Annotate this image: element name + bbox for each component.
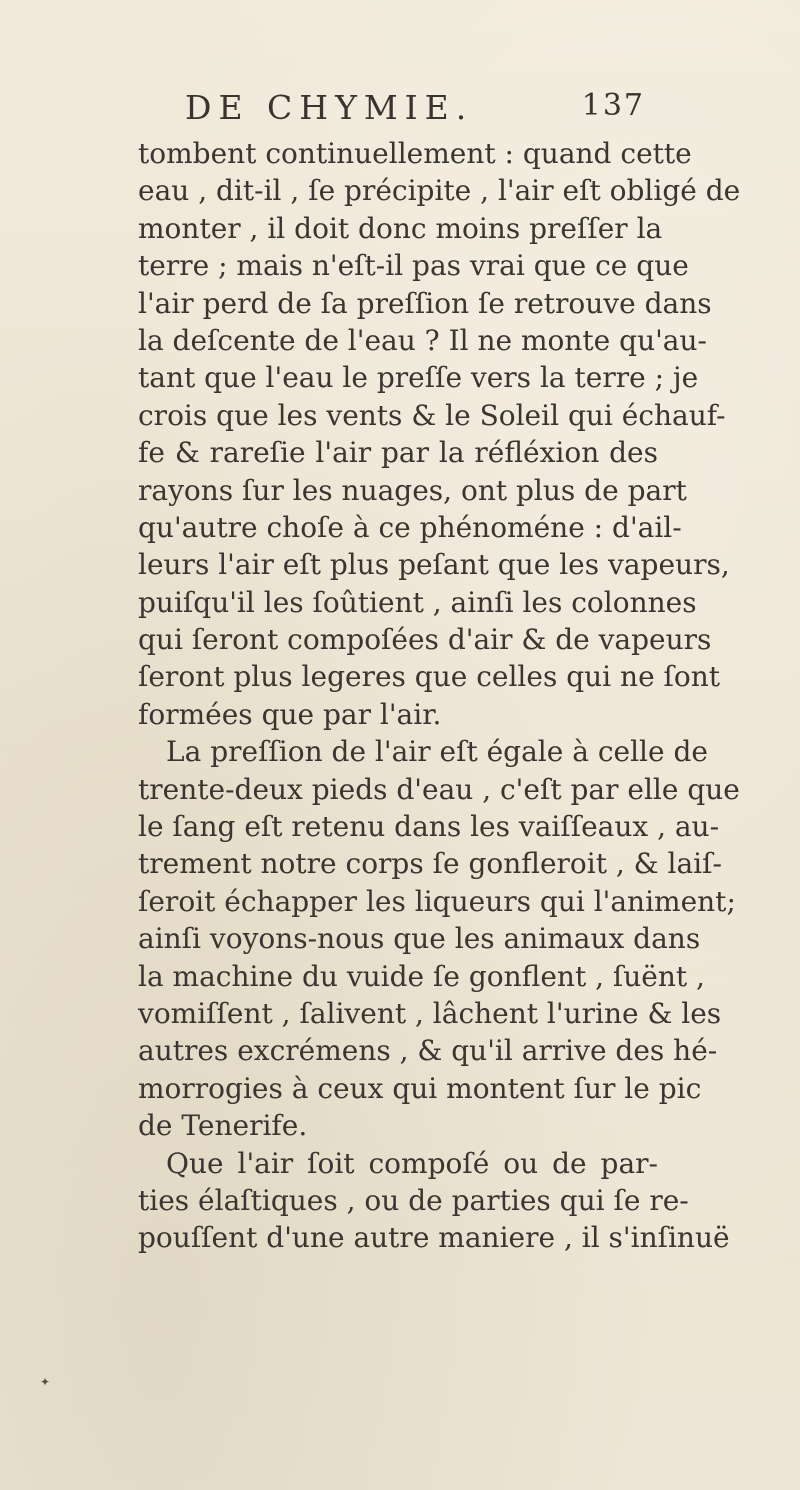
text-line: puiſqu'il les ſoûtient , ainſi les colonnes (138, 585, 697, 619)
text-line: autres excrémens , & qu'il arrive des hé- (138, 1034, 718, 1068)
text-line: formées que par l'air. (138, 697, 442, 731)
text-line: monter , il doit donc moins preſſer la (138, 211, 663, 245)
text-line: crois que les vents & le Soleil qui échauf- (138, 398, 726, 432)
page-number: 137 (581, 88, 645, 123)
text-line: la machine du vuide ſe gonflent , ſuënt , (138, 959, 705, 993)
text-line: ſeroit échapper les liqueurs qui l'animent; (138, 884, 736, 918)
text-line: de Tenerife. (138, 1109, 308, 1143)
text-line: ſeront plus legeres que celles qui ne ſont (138, 660, 721, 694)
text-line: fe & rareſie l'air par la réfléxion des (138, 436, 658, 470)
text-line: ainſi voyons-nous que les animaux dans (138, 922, 701, 956)
text-line: leurs l'air eſt plus peſant que les vapeurs, (138, 548, 730, 582)
margin-mark: ✦ (40, 1375, 51, 1389)
text-line: trement notre corps ſe gonfleroit , & laiſ- (138, 847, 722, 881)
text-line: terre ; mais n'eſt-il pas vrai que ce que (138, 249, 689, 283)
text-line: vomiſſent , ſalivent , lâchent l'urine & les (138, 996, 722, 1030)
text-line: rayons ſur les nuages, ont plus de part (138, 473, 687, 507)
text-line: pouſſent d'une autre maniere , il s'inſinuë (138, 1221, 730, 1255)
page-header (185, 88, 645, 132)
text-line: morrogies à ceux qui montent ſur le pic (138, 1071, 702, 1105)
text-line: trente-deux pieds d'eau , c'eſt par elle que (138, 772, 740, 806)
text-line: qui ſeront compoſées d'air & de vapeurs (138, 623, 712, 657)
text-line: qu'autre choſe à ce phénoméne : d'ail- (138, 510, 682, 544)
body-text (138, 135, 741, 1257)
text-line: tombent continuellement : quand cette (138, 137, 692, 170)
text-line: tant que l'eau le preſſe vers la terre ; je (138, 361, 699, 395)
text-line: eau , dit-il , ſe précipite , l'air eſt obligé de (138, 174, 741, 208)
text-line: Que l'air ſoit compoſé ou de par- (166, 1146, 658, 1180)
text-line: l'air perd de ſa preſſion ſe retrouve dans (138, 286, 712, 320)
text-line: la deſcente de l'eau ? Il ne monte qu'au- (138, 323, 707, 357)
text-line: le ſang eſt retenu dans les vaiſſeaux , au- (138, 810, 720, 844)
text-line: La preſſion de l'air eſt égale à celle de (166, 735, 708, 769)
running-title: DE CHYMIE. (185, 88, 474, 127)
text-line: ties élaſtiques , ou de parties qui ſe re- (138, 1183, 689, 1217)
